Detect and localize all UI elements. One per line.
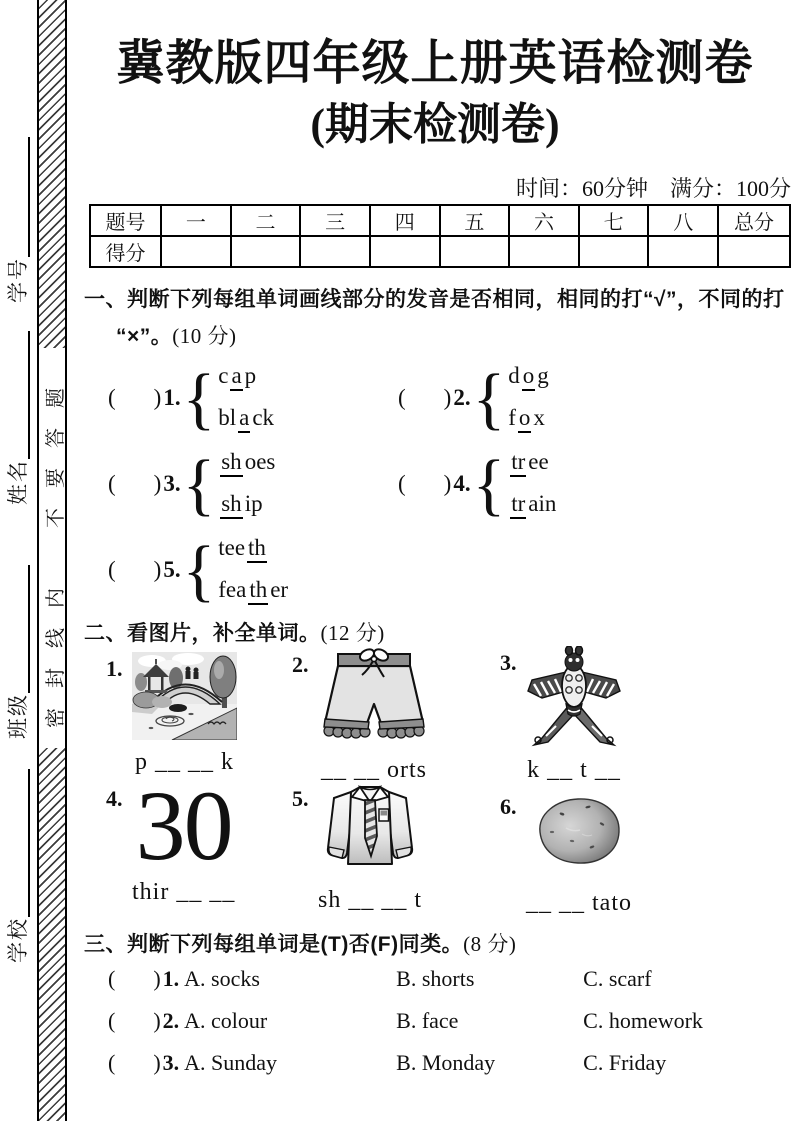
score-header-cell: 四 — [370, 205, 440, 236]
paren-open: ( — [108, 1050, 116, 1075]
word-pair — [218, 364, 274, 433]
seal-words-area — [39, 348, 65, 748]
section1-heading-line1: 一、判断下列每组单词画线部分的发音是否相同，相同的打“√”，不同的打 — [84, 288, 785, 311]
section2-heading-bold: 二、看图片，补全单词。 — [84, 622, 321, 645]
section3-points: (8 分) — [463, 932, 517, 956]
option-b: B. face — [396, 1008, 459, 1033]
brace-glyph: { — [472, 359, 506, 437]
paren-close: ) — [443, 471, 452, 496]
score-header-cell: 题号 — [90, 205, 161, 236]
page-subtitle: (期末检测卷) — [310, 100, 560, 149]
paren-open: ( — [398, 471, 406, 496]
student-info-fields — [0, 0, 34, 1121]
word-bottom — [508, 492, 556, 519]
score-value-cell — [161, 236, 231, 267]
word-part: p — [244, 362, 257, 388]
sound-pair-item-1 — [108, 358, 274, 438]
paren-open: ( — [108, 471, 116, 496]
sound-pair-item-4 — [398, 444, 556, 524]
row-number: 2. — [162, 1008, 180, 1033]
potato-image — [534, 794, 624, 868]
option-a: A. colour — [184, 1008, 268, 1033]
section3-heading — [84, 928, 516, 958]
picture-item-4 — [106, 770, 236, 906]
word-pair — [508, 364, 549, 433]
option-a: A. socks — [184, 966, 260, 991]
paren-close: ) — [153, 385, 162, 410]
word-completion-answer: sh __ __ t — [318, 887, 423, 913]
score-value-cell — [509, 236, 579, 267]
shirt-image — [324, 782, 416, 878]
score-value-cell — [648, 236, 718, 267]
underlined-letters: a — [238, 406, 250, 433]
word-top — [218, 364, 274, 391]
item-number: 2. — [292, 652, 309, 677]
score-value-cell — [718, 236, 790, 267]
section2-points: (12 分) — [320, 621, 385, 645]
underlined-letters: th — [247, 536, 267, 563]
item-number: 6. — [500, 794, 517, 819]
word-part: oes — [244, 448, 276, 474]
page-title: 冀教版四年级上册英语检测卷 — [116, 37, 754, 90]
score-table-value-row — [90, 236, 790, 267]
score-header-cell: 七 — [579, 205, 649, 236]
name-field-label: 姓名 — [6, 459, 30, 505]
score-header-cell: 总分 — [718, 205, 790, 236]
score-header-cell: 二 — [231, 205, 301, 236]
word-completion-answer: k __ t __ — [527, 757, 621, 783]
word-top — [218, 536, 288, 563]
sound-pair-item-2 — [398, 358, 549, 438]
name-field-blank — [4, 331, 30, 459]
word-top — [508, 450, 556, 477]
student-number-field-label: 学号 — [6, 257, 30, 303]
score-value-cell — [579, 236, 649, 267]
word-pair — [218, 450, 275, 519]
word-part: x — [533, 404, 545, 430]
picture-item-2 — [292, 648, 430, 784]
word-part: d — [508, 362, 520, 388]
school-field-blank — [4, 769, 30, 917]
picture-item-1 — [106, 652, 237, 776]
brace-glyph: { — [182, 531, 216, 609]
underlined-letters: o — [518, 406, 532, 433]
option-b: B. Monday — [396, 1050, 496, 1075]
category-question-row-3 — [108, 1050, 791, 1076]
paren-close: ) — [153, 471, 162, 496]
section1-points: (10 分) — [172, 324, 237, 348]
word-top — [218, 450, 275, 477]
option-b: B. shorts — [396, 966, 475, 991]
kite-image — [526, 646, 622, 748]
paren-close: ) — [153, 557, 162, 582]
paren-open: ( — [398, 385, 406, 410]
underlined-letters: a — [230, 364, 242, 391]
picture-item-6 — [500, 790, 632, 917]
paren-close: ) — [153, 1050, 161, 1075]
paren-close: ) — [153, 966, 161, 991]
word-completion-answer: thir __ __ — [132, 879, 236, 905]
seal-line-strip — [37, 0, 67, 1121]
paren-close: ) — [153, 1008, 161, 1033]
score-header-cell: 六 — [509, 205, 579, 236]
section1-heading-line2-bold: “×”。 — [116, 325, 173, 348]
word-pair — [508, 450, 556, 519]
score-value-cell — [300, 236, 370, 267]
score-header-cell: 三 — [300, 205, 370, 236]
item-number: 5. — [292, 786, 309, 811]
score-table — [89, 204, 791, 268]
underlined-letters: tr — [510, 492, 526, 519]
word-part: ee — [528, 448, 549, 474]
option-a: A. Sunday — [184, 1050, 278, 1075]
option-c: C. Friday — [583, 1050, 667, 1075]
score-value-cell — [370, 236, 440, 267]
score-table-header-row — [90, 205, 790, 236]
row-number: 3. — [162, 1050, 180, 1075]
score-row-label: 得分 — [90, 236, 161, 267]
underlined-letters: sh — [220, 492, 242, 519]
underlined-letters: th — [248, 578, 268, 605]
underlined-letters: sh — [220, 450, 242, 477]
score-value-cell — [231, 236, 301, 267]
word-bottom — [508, 406, 549, 433]
item-number: 3. — [500, 650, 517, 675]
word-part: c — [218, 362, 229, 388]
paren-open: ( — [108, 966, 116, 991]
picture-item-3 — [500, 646, 622, 784]
sound-pair-item-5 — [108, 530, 288, 610]
word-completion-answer: __ __ orts — [321, 757, 427, 783]
option-c: C. scarf — [583, 966, 652, 991]
shorts-image — [318, 648, 430, 748]
brace-glyph: { — [182, 359, 216, 437]
underlined-letters: tr — [510, 450, 526, 477]
item-number: 1. — [106, 656, 123, 681]
park-image — [132, 652, 237, 740]
score-header-cell: 五 — [440, 205, 510, 236]
seal-line-text: 密封线内 不要答题 — [44, 368, 67, 728]
exam-time-score-info: 时间：60分钟 满分：100分 — [515, 176, 791, 201]
sound-pair-item-3 — [108, 444, 275, 524]
brace-glyph: { — [472, 445, 506, 523]
category-question-row-2 — [108, 1008, 791, 1034]
pair-number: 3. — [163, 471, 181, 496]
word-bottom — [218, 406, 274, 433]
pair-number: 5. — [163, 557, 181, 582]
class-field-label: 班级 — [6, 693, 30, 739]
school-field-label: 学校 — [6, 917, 30, 963]
option-c: C. homework — [583, 1008, 703, 1033]
category-question-row-1 — [108, 966, 791, 992]
score-header-cell: 一 — [161, 205, 231, 236]
word-part: ain — [528, 490, 557, 516]
picture-item-5 — [292, 782, 422, 914]
score-value-cell — [440, 236, 510, 267]
word-part: ip — [244, 490, 263, 516]
pair-number: 1. — [163, 385, 181, 410]
section1-heading-line2 — [116, 320, 237, 350]
hatch-pattern-bottom — [39, 748, 65, 1121]
word-part: tee — [218, 534, 246, 560]
paren-open: ( — [108, 1008, 116, 1033]
word-bottom — [218, 578, 288, 605]
word-pair — [218, 536, 288, 605]
word-top — [508, 364, 549, 391]
paren-close: ) — [443, 385, 452, 410]
underlined-letters: o — [522, 364, 536, 391]
item-number: 4. — [106, 786, 123, 811]
student-number-field-blank — [4, 137, 30, 257]
paren-open: ( — [108, 557, 116, 582]
word-part: ck — [252, 404, 275, 430]
word-part: g — [537, 362, 549, 388]
brace-glyph: { — [182, 445, 216, 523]
word-completion-answer: __ __ tato — [526, 890, 632, 916]
word-completion-answer: p __ __ k — [135, 749, 234, 775]
row-number: 1. — [162, 966, 180, 991]
paren-open: ( — [108, 385, 116, 410]
word-part: f — [508, 404, 516, 430]
class-field-blank — [4, 565, 30, 693]
section2-heading — [84, 617, 385, 647]
word-part: fea — [218, 576, 247, 602]
word-part: bl — [218, 404, 237, 430]
word-part: er — [270, 576, 289, 602]
number-30-graphic: 30 — [135, 770, 232, 881]
word-bottom — [218, 492, 275, 519]
hatch-pattern-top — [39, 0, 65, 348]
score-header-cell: 八 — [648, 205, 718, 236]
section3-heading-bold: 三、判断下列每组单词是(T)否(F)同类。 — [84, 933, 464, 956]
pair-number: 2. — [453, 385, 471, 410]
pair-number: 4. — [453, 471, 471, 496]
